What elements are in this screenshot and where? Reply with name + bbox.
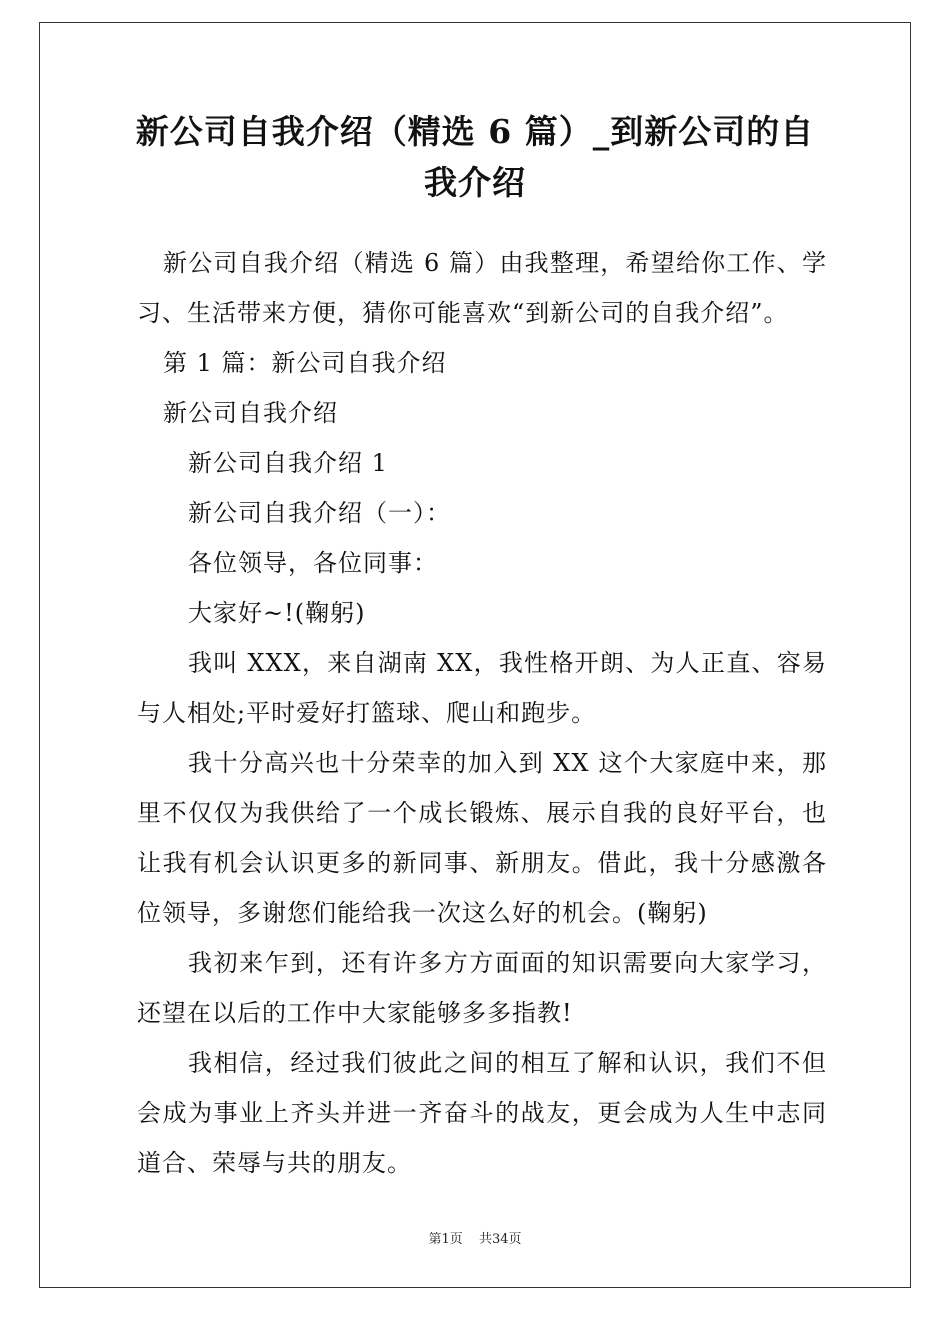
- paragraph: 新公司自我介绍（一）：: [188, 499, 451, 527]
- page-total: 共34页: [478, 1232, 522, 1247]
- paragraph: 我十分高兴也十分荣幸的加入到 XX 这个大家庭中来，那里不仅仅为我供给了一个成长锻炼、展示自我的良好平台，也让我有机会认识更多的新同事、新朋友。借此，我十分感激各位领导，多谢您们能给我一次这么好的机会。(鞠躬): [137, 749, 827, 927]
- paragraph: 我叫 XXX，来自湖南 XX，我性格开朗、为人正直、容易与人相处;平时爱好打篮球、爬山和跑步。: [137, 649, 827, 727]
- document-body: [137, 238, 827, 1188]
- paragraph: 第 1 篇：新公司自我介绍: [163, 349, 447, 377]
- paragraph: 新公司自我介绍 1: [188, 449, 388, 477]
- document-title: 新公司自我介绍（精选 6 篇）_到新公司的自我介绍: [135, 112, 815, 202]
- page-number: 第1页: [428, 1232, 463, 1247]
- paragraph: 我相信，经过我们彼此之间的相互了解和认识，我们不但会成为事业上齐头并进一齐奋斗的战友，更会成为人生中志同道合、荣辱与共的朋友。: [137, 1049, 827, 1177]
- paragraph: 我初来乍到，还有许多方方面面的知识需要向大家学习，还望在以后的工作中大家能够多多指教!: [137, 949, 827, 1027]
- paragraph: 新公司自我介绍: [163, 399, 338, 427]
- page-footer: [0, 1232, 950, 1248]
- paragraph: 各位领导，各位同事：: [188, 549, 438, 577]
- paragraph: 大家好~!(鞠躬): [188, 599, 366, 627]
- paragraph: 新公司自我介绍（精选 6 篇）由我整理，希望给你工作、学习、生活带来方便，猜你可能喜欢“到新公司的自我介绍”。: [137, 249, 827, 327]
